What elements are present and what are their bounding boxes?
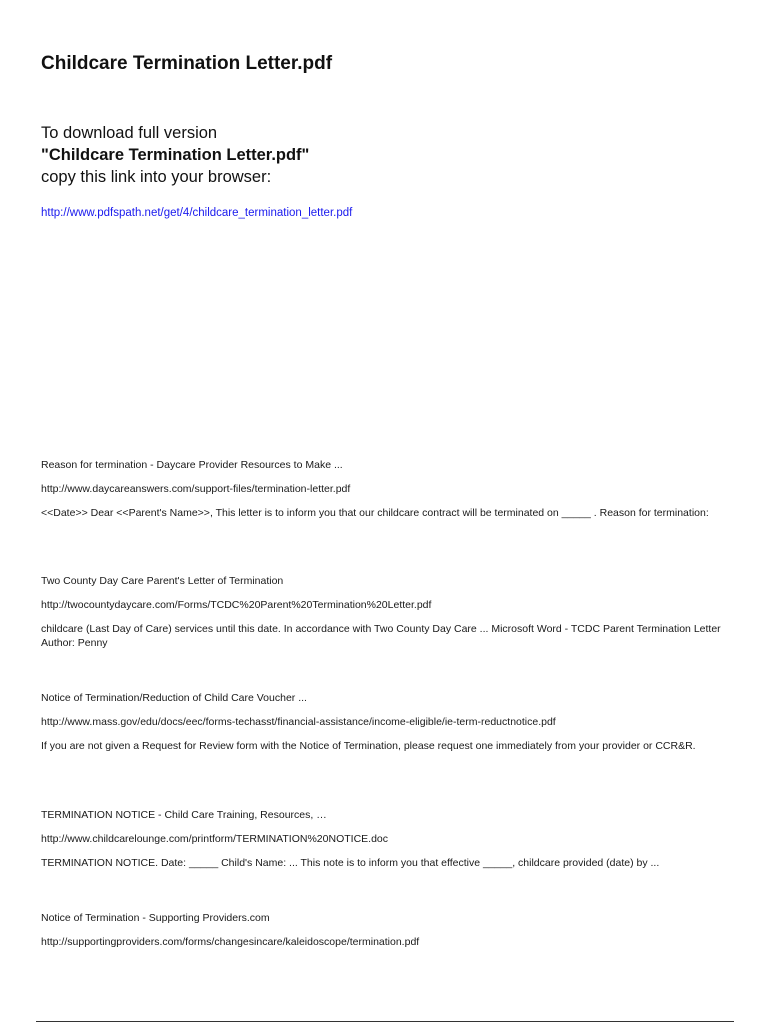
result-snippet: TERMINATION NOTICE. Date: _____ Child's Name: ... This note is to inform you that effective _____, childcare provided (date) by ... — [41, 857, 660, 869]
download-instruction: copy this link into your browser: — [41, 168, 272, 186]
download-link[interactable]: http://www.pdfspath.net/get/4/childcare_termination_letter.pdf — [41, 207, 353, 219]
footer-divider — [36, 1021, 734, 1022]
result-title: Notice of Termination - Supporting Providers.com — [41, 912, 270, 924]
download-file-name: "Childcare Termination Letter.pdf" — [41, 146, 310, 164]
result-url[interactable]: http://supportingproviders.com/forms/changesincare/kaleidoscope/termination.pdf — [41, 936, 420, 948]
result-item — [41, 808, 731, 870]
result-title: Reason for termination - Daycare Provider Resources to Make ... — [41, 459, 343, 471]
result-item — [41, 458, 731, 520]
result-snippet: childcare (Last Day of Care) services until this date. In accordance with Two County Day Care ... Microsoft Word - TCDC Parent Termination Letter Author: Penny — [41, 623, 721, 649]
result-snippet: If you are not given a Request for Review form with the Notice of Termination, please request one immediately from your provider or CCR&R. — [41, 740, 696, 752]
result-url[interactable]: http://twocountydaycare.com/Forms/TCDC%20Parent%20Termination%20Letter.pdf — [41, 599, 432, 611]
document-title: Childcare Termination Letter.pdf — [41, 53, 333, 74]
result-title: Two County Day Care Parent's Letter of Termination — [41, 575, 284, 587]
download-intro: To download full version — [41, 124, 218, 142]
result-item — [41, 574, 731, 650]
download-instructions — [41, 122, 309, 188]
result-url[interactable]: http://www.mass.gov/edu/docs/eec/forms-techasst/financial-assistance/income-eligible/ie-term-reductnotice.pdf — [41, 716, 556, 728]
result-item — [41, 911, 731, 949]
result-url[interactable]: http://www.childcarelounge.com/printform/TERMINATION%20NOTICE.doc — [41, 833, 388, 845]
result-url[interactable]: http://www.daycareanswers.com/support-files/termination-letter.pdf — [41, 483, 351, 495]
result-title: Notice of Termination/Reduction of Child Care Voucher ... — [41, 692, 307, 704]
result-title: TERMINATION NOTICE - Child Care Training, Resources, … — [41, 809, 327, 821]
result-item — [41, 691, 731, 753]
result-snippet: <<Date>> Dear <<Parent's Name>>, This letter is to inform you that our childcare contract will be terminated on _____ . Reason for termination: — [41, 507, 709, 519]
